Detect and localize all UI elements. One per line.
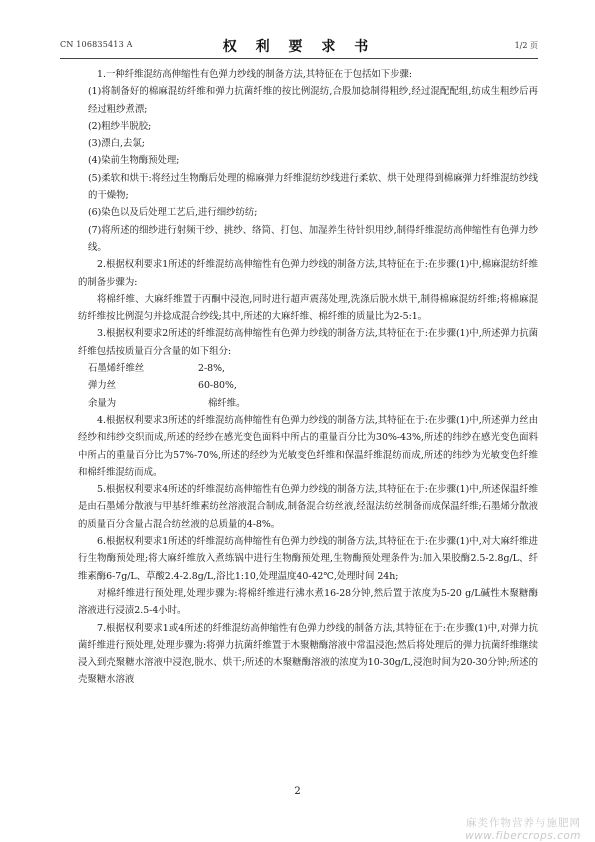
claim-1-step-2: (2)粗纱半脱胶; [88,120,152,132]
composition-row [78,377,538,394]
component-name: 石墨烯纤维丝 [88,363,145,375]
claim-5: 5.根据权利要求4所述的纤维混纺高伸缩性有色弹力纱线的制备方法,其特征在于:在步骤(1)中,所述保温纤维是由石墨烯分散液与甲基纤维素纺丝溶液混合制成,制备混合纺丝液,经湿法纺丝制备而成保温纤维;石墨烯分散液的质量百分含量占混合纺丝液的总质量的4-8%。 [78,484,538,530]
component-value: 2-8%, [198,363,225,375]
claim-7: 7.根据权利要求1或4所述的纤维混纺高伸缩性有色弹力纱线的制备方法,其特征在于:在步骤(1)中,对弹力抗菌纤维进行预处理,处理步骤为:将弹力抗菌纤维置于木聚糖酶溶液中常温浸泡;然后将处理后的弹力抗菌纤维继续浸入到壳聚糖水溶液中浸泡,脱水、烘干;所述的木聚糖酶溶液的浓度为10-30g/L,浸泡时间为20-30分钟;所述的壳聚糖水溶液 [78,622,538,686]
patent-number: CN 106835413 A [60,40,133,49]
component-value: 棉纤维。 [208,397,246,409]
claim-1-intro: 1.一种纤维混纺高伸缩性有色弹力纱线的制备方法,其特征在于包括如下步骤: [97,69,413,80]
claim-1-step-4: (4)染前生物酶预处理; [88,155,180,167]
watermark-site-name: 麻类作物营养与施肥网 [466,817,581,829]
composition-row [78,360,538,377]
watermark-url: www.fibercrops.com [465,830,581,842]
composition-row [78,395,538,412]
claim-2-body: 将棉纤维、大麻纤维置于丙酮中浸泡,同时进行超声震荡处理,洗涤后脱水烘干,制得棉麻混纺纤维;将棉麻混纺纤维按比例混匀并捻成混合纱线;其中,所述的大麻纤维、棉纤维的质量比为2-5:1。 [78,293,538,323]
claim-4: 4.根据权利要求3所述的纤维混纺高伸缩性有色弹力纱线的制备方法,其特征在于:在步骤(1)中,所述弹力丝由经纱和纬纱交织而成,所述的经纱在感光变色面料中所占的重量百分比为30%-43%,所述的纬纱在感光变色面料中所占的重量百分比为57%-70%,所述的经纱为光敏变色纤维和保温纤维混纺而成,所述的纬纱为光敏变色纤维和棉纤维混纺而成。 [78,414,538,478]
component-name: 弹力丝 [88,380,117,392]
claim-6-intro: 6.根据权利要求1所述的纤维混纺高伸缩性有色弹力纱线的制备方法,其特征在于:在步骤(1)中,对大麻纤维进行生物酶预处理;将大麻纤维放入煮练锅中进行生物酶预处理,生物酶预处理条件为:加入果胶酶2.5-2.8g/L、纤维素酶6-7g/L、草酸2.4-2.8g/L,浴比1:10,处理温度40-42℃,处理时间 24h; [78,536,538,582]
page-header [60,36,538,56]
claims-body [78,66,538,689]
watermark [465,815,581,842]
claim-1-step-7: (7)将所述的细纱进行射频干纱、挑纱、络筒、打包、加湿养生待针织用纱,制得纤维混纺高伸缩性有色弹力纱线。 [88,224,538,253]
component-value: 60-80%, [198,380,237,392]
claim-6-body: 对棉纤维进行预处理,处理步骤为:将棉纤维进行沸水煮16-28分钟,然后置于浓度为5-20 g/L碱性木聚糖酶溶液进行浸渍2.5-4小时。 [78,587,538,617]
claim-2-intro: 2.根据权利要求1所述的纤维混纺高伸缩性有色弹力纱线的制备方法,其特征在于:在步骤(1)中,棉麻混纺纤维的制备步骤为: [78,259,538,288]
page-number: 2 [294,786,301,797]
document-title: 权 利 要 求 书 [222,39,376,55]
component-name: 余量为 [88,397,117,409]
header-divider [60,58,538,59]
claim-3-intro: 3.根据权利要求2所述的纤维混纺高伸缩性有色弹力纱线的制备方法,其特征在于:在步骤(1)中,所述弹力抗菌纤维包括按质量百分含量的如下组分: [78,328,538,357]
claim-1-step-3: (3)漂白,去氯; [88,138,145,150]
claim-1-step-1: (1)将制备好的棉麻混纺纤维和弹力抗菌纤维的按比例混纺,合股加捻制得粗纱,经过混配配组,纺成生粗纱后再经过粗纱煮漂; [88,86,538,115]
claim-1-step-6: (6)染色以及后处理工艺后,进行细纱纺纺; [88,207,258,219]
page-indicator: 1/2 页 [514,41,538,50]
claim-1-step-5: (5)柔软和烘干:将经过生物酶后处理的棉麻弹力纤维混纺纱线进行柔软、烘干处理得到棉麻弹力纤维混纺纱线的干燥物; [88,172,538,202]
